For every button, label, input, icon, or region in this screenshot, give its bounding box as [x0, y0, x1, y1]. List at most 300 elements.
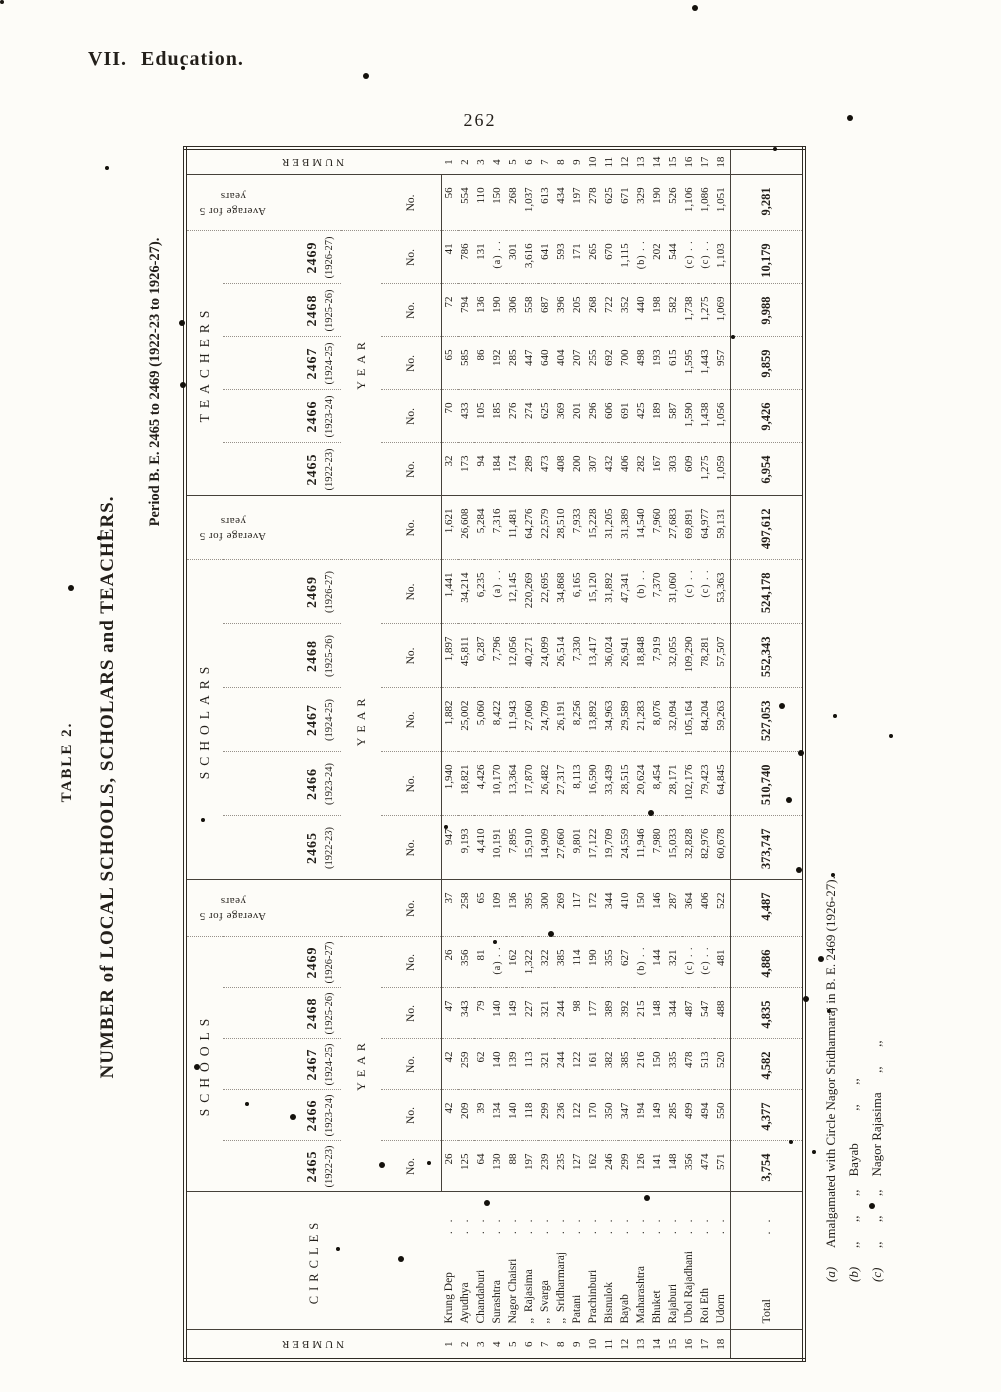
row-number-right: 14 — [650, 148, 666, 175]
average-header-schools: Average for 5 years — [185, 880, 381, 937]
row-number-left: 18 — [714, 1330, 731, 1360]
rotated-table-area — [55, 150, 907, 1362]
schools-value: 140 — [490, 1039, 506, 1090]
teachers-value: (b) . . — [634, 231, 650, 284]
year-word-row — [341, 148, 381, 1360]
teachers-value: 329 — [634, 175, 650, 231]
teachers-value: 167 — [650, 443, 666, 496]
scholars-value: 4,410 — [474, 816, 490, 880]
teachers-value: 1,590 — [682, 390, 698, 443]
table-row — [618, 148, 634, 1360]
leader-dots: . . — [618, 1216, 631, 1235]
circle-name-cell — [522, 1192, 538, 1330]
scholars-value: 53,363 — [714, 560, 731, 624]
row-number-left: 4 — [490, 1330, 506, 1360]
row-number-right: 5 — [506, 148, 522, 175]
scholars-value: 15,120 — [586, 560, 602, 624]
schools-value: 109 — [490, 880, 506, 937]
schools-value: 162 — [586, 1141, 602, 1192]
scholars-value: (b) . . — [634, 560, 650, 624]
circle-name-wrap — [476, 1193, 488, 1330]
schools-total-value: 4,886 — [730, 937, 804, 988]
schools-value: 114 — [570, 937, 586, 988]
scholars-value: 9,193 — [458, 816, 474, 880]
scholars-value: 64,276 — [522, 496, 538, 560]
table-row — [474, 148, 490, 1360]
year-be-label: 2468 — [305, 639, 320, 672]
scholars-value: 64,977 — [698, 496, 714, 560]
row-number-left: 12 — [618, 1330, 634, 1360]
teachers-value: 609 — [682, 443, 698, 496]
year-ad-label: (1922-23) — [324, 1145, 335, 1188]
schools-value: 499 — [682, 1090, 698, 1141]
teachers-value: 1,275 — [698, 284, 714, 337]
table-readable-orientation — [55, 150, 907, 1362]
year-column-header — [223, 816, 341, 880]
circle-name-cell — [554, 1192, 570, 1330]
teachers-value: 1,103 — [714, 231, 731, 284]
teachers-value: 268 — [506, 175, 522, 231]
schools-value: 148 — [666, 1141, 682, 1192]
year-span-schools: YEAR — [353, 1038, 368, 1091]
teachers-value: 786 — [458, 231, 474, 284]
row-number-left: 17 — [698, 1330, 714, 1360]
scholars-value: 79,423 — [698, 752, 714, 816]
year-be-label: 2469 — [305, 946, 320, 979]
leader-dots: . . — [458, 1216, 471, 1235]
circle-name-wrap — [508, 1193, 520, 1330]
teachers-value: 303 — [666, 443, 682, 496]
no-label: No. — [381, 1039, 441, 1090]
circle-name: Ayudhya — [458, 1282, 471, 1324]
scholars-value: 27,317 — [554, 752, 570, 816]
circle-name: ,, Rajasima — [522, 1269, 535, 1324]
teachers-value: 307 — [586, 443, 602, 496]
no-label: No. — [381, 752, 441, 816]
year-ad-label: (1926-27) — [324, 236, 335, 279]
schools-value: 322 — [538, 937, 554, 988]
no-label: No. — [381, 175, 441, 231]
teachers-value: 289 — [522, 443, 538, 496]
scholars-value: 7,796 — [490, 624, 506, 688]
scholars-value: 26,514 — [554, 624, 570, 688]
schools-value: 258 — [458, 880, 474, 937]
schools-value: 177 — [586, 988, 602, 1039]
schools-value: 122 — [570, 1039, 586, 1090]
scholars-value: 7,933 — [570, 496, 586, 560]
row-number-left: 7 — [538, 1330, 554, 1360]
schools-value: 144 — [650, 937, 666, 988]
no-labels-row — [381, 148, 441, 1360]
schools-value: 26 — [441, 1141, 458, 1192]
teachers-value: 265 — [586, 231, 602, 284]
row-number-left: 13 — [634, 1330, 650, 1360]
scholars-value: 28,515 — [618, 752, 634, 816]
circle-name-cell — [634, 1192, 650, 1330]
schools-value: 141 — [650, 1141, 666, 1192]
teachers-value: 72 — [441, 284, 458, 337]
leader-dots: . . — [442, 1216, 455, 1235]
scholars-value: 7,330 — [570, 624, 586, 688]
circle-name: Prachinburi — [586, 1269, 599, 1324]
teachers-value: 192 — [490, 337, 506, 390]
no-label: No. — [381, 231, 441, 284]
schools-value: 343 — [458, 988, 474, 1039]
teachers-value: 625 — [602, 175, 618, 231]
circle-name-wrap — [556, 1193, 568, 1330]
schools-value: 113 — [522, 1039, 538, 1090]
year-ad-label: (1923-24) — [324, 1094, 335, 1137]
no-label: No. — [381, 443, 441, 496]
circle-name: Bhuket — [650, 1290, 663, 1324]
year-ad-label: (1925-26) — [324, 992, 335, 1035]
leader-dots: . . — [714, 1216, 727, 1235]
year-ad-label: (1922-23) — [324, 448, 335, 491]
schools-value: 406 — [698, 880, 714, 937]
leader-dots: . . — [474, 1216, 487, 1235]
scholars-value: 7,980 — [650, 816, 666, 880]
table-row — [538, 148, 554, 1360]
schools-value: 246 — [602, 1141, 618, 1192]
schools-value: 571 — [714, 1141, 731, 1192]
teachers-value: 432 — [602, 443, 618, 496]
circle-name-cell — [714, 1192, 731, 1330]
footnote-text: Amalgamated with Circle Nagor Sridharmaraj in B. E. 2469 (1926-27). — [823, 876, 838, 1248]
schools-total-value: 4,582 — [730, 1039, 804, 1090]
total-row-right-spacer — [730, 148, 804, 175]
scholars-value: 31,205 — [602, 496, 618, 560]
no-label: No. — [381, 496, 441, 560]
teachers-value: 1,595 — [682, 337, 698, 390]
year-column-header — [223, 284, 341, 337]
schools-value: 321 — [538, 1039, 554, 1090]
scholars-value: 12,056 — [506, 624, 522, 688]
teachers-value: 185 — [490, 390, 506, 443]
teachers-value: 173 — [458, 443, 474, 496]
total-label-wrap — [760, 1193, 772, 1330]
teachers-value: 131 — [474, 231, 490, 284]
teachers-value: 587 — [666, 390, 682, 443]
teachers-value: 205 — [570, 284, 586, 337]
schools-value: 300 — [538, 880, 554, 937]
teachers-value: 425 — [634, 390, 650, 443]
schools-value: 522 — [714, 880, 731, 937]
leader-dots: . . — [759, 1216, 774, 1235]
teachers-value: 1,275 — [698, 443, 714, 496]
table-row — [682, 148, 698, 1360]
scholars-value: 13,364 — [506, 752, 522, 816]
number-column-header-left: NUMBER — [185, 1330, 441, 1360]
footnote-text: ,, ,, ,, Bayab ,, ,, — [846, 1078, 861, 1248]
schools-value: 197 — [522, 1141, 538, 1192]
schools-value: 194 — [634, 1090, 650, 1141]
teachers-value: 687 — [538, 284, 554, 337]
teachers-value: 498 — [634, 337, 650, 390]
year-column-header — [223, 1039, 341, 1090]
schools-value: 146 — [650, 880, 666, 937]
scholars-value: 1,882 — [441, 688, 458, 752]
schools-value: 150 — [650, 1039, 666, 1090]
teachers-value: 150 — [490, 175, 506, 231]
total-row — [730, 148, 804, 1360]
schools-value: 39 — [474, 1090, 490, 1141]
row-number-right: 13 — [634, 148, 650, 175]
schools-value: 244 — [554, 1039, 570, 1090]
year-be-label: 2466 — [305, 1099, 320, 1132]
number-column-header-right: NUMBER — [185, 148, 441, 175]
teachers-value: 41 — [441, 231, 458, 284]
row-number-left: 14 — [650, 1330, 666, 1360]
statistics-table — [183, 146, 806, 1362]
circle-name: Roi Eth — [698, 1288, 711, 1324]
year-be-label: 2467 — [305, 1048, 320, 1081]
teachers-value: 184 — [490, 443, 506, 496]
scholars-value: 26,191 — [554, 688, 570, 752]
schools-value: 520 — [714, 1039, 731, 1090]
scholars-value: 8,076 — [650, 688, 666, 752]
total-label: Total — [759, 1299, 774, 1324]
circle-name-wrap — [540, 1193, 552, 1330]
leader-dots: . . — [490, 1216, 503, 1235]
scholars-value: 13,892 — [586, 688, 602, 752]
teachers-value: 406 — [618, 443, 634, 496]
schools-value: 239 — [538, 1141, 554, 1192]
scholars-value: 7,316 — [490, 496, 506, 560]
scholars-value: 64,845 — [714, 752, 731, 816]
scholars-value: 9,801 — [570, 816, 586, 880]
teachers-value: 136 — [474, 284, 490, 337]
teachers-value: 1,037 — [522, 175, 538, 231]
scholars-value: 24,709 — [538, 688, 554, 752]
scholars-value: 40,271 — [522, 624, 538, 688]
scholars-value: 8,454 — [650, 752, 666, 816]
teachers-value: 691 — [618, 390, 634, 443]
circle-name-wrap — [460, 1193, 472, 1330]
row-number-right: 1 — [441, 148, 458, 175]
teachers-value: 1,086 — [698, 175, 714, 231]
teachers-value: 1,059 — [714, 443, 731, 496]
scholars-value: 34,963 — [602, 688, 618, 752]
circle-name-wrap — [572, 1193, 584, 1330]
scholars-value: 59,263 — [714, 688, 731, 752]
leader-dots: . . — [650, 1216, 663, 1235]
schools-value: 627 — [618, 937, 634, 988]
schools-value: (a) . . — [490, 937, 506, 988]
schools-value: 140 — [506, 1090, 522, 1141]
scholars-value: 31,060 — [666, 560, 682, 624]
teachers-value: 1,056 — [714, 390, 731, 443]
scholars-value: 1,940 — [441, 752, 458, 816]
circle-name: Ubol Rajadhani — [682, 1251, 695, 1324]
row-number-left: 1 — [441, 1330, 458, 1360]
row-number-right: 7 — [538, 148, 554, 175]
row-number-right: 10 — [586, 148, 602, 175]
table-row — [441, 148, 458, 1360]
no-label: No. — [381, 880, 441, 937]
table-body — [441, 148, 804, 1360]
year-column-header — [223, 390, 341, 443]
scholars-value: 78,281 — [698, 624, 714, 688]
leader-dots: . . — [538, 1216, 551, 1235]
teachers-value: 202 — [650, 231, 666, 284]
schools-value: 215 — [634, 988, 650, 1039]
teachers-value: 110 — [474, 175, 490, 231]
circle-name-cell — [490, 1192, 506, 1330]
schools-value: 392 — [618, 988, 634, 1039]
circle-name-wrap — [716, 1193, 728, 1330]
scholars-value: 10,191 — [490, 816, 506, 880]
table-row — [490, 148, 506, 1360]
row-number-right: 17 — [698, 148, 714, 175]
teachers-total-value: 9,859 — [730, 337, 804, 390]
circle-name-wrap — [700, 1193, 712, 1330]
teachers-value: 198 — [650, 284, 666, 337]
year-column-header — [223, 752, 341, 816]
schools-value: 26 — [441, 937, 458, 988]
schools-value: 244 — [554, 988, 570, 1039]
schools-value: 161 — [586, 1039, 602, 1090]
scholars-value: 105,164 — [682, 688, 698, 752]
circle-name: Patani — [570, 1294, 583, 1324]
scholars-value: 1,441 — [441, 560, 458, 624]
teachers-value: 105 — [474, 390, 490, 443]
teachers-value: 201 — [570, 390, 586, 443]
scholars-value: 84,204 — [698, 688, 714, 752]
circle-name: ,, Svarga — [538, 1280, 551, 1324]
circle-name: Chandaburi — [474, 1269, 487, 1324]
scholars-value: (c) . . — [682, 560, 698, 624]
teachers-value: 434 — [554, 175, 570, 231]
scholars-value: 29,589 — [618, 688, 634, 752]
year-ad-label: (1925-26) — [324, 634, 335, 677]
leader-dots: . . — [682, 1216, 695, 1235]
year-column-header — [223, 624, 341, 688]
schools-value: 42 — [441, 1090, 458, 1141]
scholars-value: 24,559 — [618, 816, 634, 880]
row-number-left: 5 — [506, 1330, 522, 1360]
schools-total-value: 3,754 — [730, 1141, 804, 1192]
year-be-label: 2469 — [305, 241, 320, 274]
scholars-value: 28,510 — [554, 496, 570, 560]
teachers-total-value: 6,954 — [730, 443, 804, 496]
page-number: 262 — [463, 110, 497, 130]
no-label: No. — [381, 1090, 441, 1141]
schools-value: 410 — [618, 880, 634, 937]
teachers-value: (a) . . — [490, 231, 506, 284]
teachers-value: 352 — [618, 284, 634, 337]
schools-value: 344 — [666, 988, 682, 1039]
circle-name: Rajaburi — [666, 1283, 679, 1324]
row-number-left: 15 — [666, 1330, 682, 1360]
scholars-value: 6,287 — [474, 624, 490, 688]
year-be-label: 2469 — [305, 575, 320, 608]
schools-value: 299 — [538, 1090, 554, 1141]
teachers-value: 189 — [650, 390, 666, 443]
circle-name: Bayab — [618, 1294, 631, 1324]
schools-value: 98 — [570, 988, 586, 1039]
year-be-label: 2465 — [305, 453, 320, 486]
table-title: NUMBER of LOCAL SCHOOLS, SCHOLARS and TEACHERS. — [97, 495, 118, 1079]
table-row — [634, 148, 650, 1360]
teachers-value: 1,115 — [618, 231, 634, 284]
row-number-right: 3 — [474, 148, 490, 175]
teachers-value: 585 — [458, 337, 474, 390]
schools-value: 162 — [506, 937, 522, 988]
teachers-value: 86 — [474, 337, 490, 390]
circle-name-wrap — [492, 1193, 504, 1330]
teachers-value: 957 — [714, 337, 731, 390]
table-row — [698, 148, 714, 1360]
year-column-header — [223, 337, 341, 390]
row-number-left: 6 — [522, 1330, 538, 1360]
scholars-value: 7,919 — [650, 624, 666, 688]
schools-value: 488 — [714, 988, 731, 1039]
no-label: No. — [381, 390, 441, 443]
total-row-left-spacer — [730, 1330, 804, 1360]
schools-value: 344 — [602, 880, 618, 937]
scholars-value: 17,122 — [586, 816, 602, 880]
year-column-header — [223, 688, 341, 752]
schools-value: 385 — [618, 1039, 634, 1090]
schools-value: 474 — [698, 1141, 714, 1192]
scholars-value: 59,131 — [714, 496, 731, 560]
scholars-value: 15,910 — [522, 816, 538, 880]
leader-dots: . . — [634, 1216, 647, 1235]
scholars-value: 5,060 — [474, 688, 490, 752]
schools-value: 235 — [554, 1141, 570, 1192]
schools-value: 122 — [570, 1090, 586, 1141]
scholars-value: 20,624 — [634, 752, 650, 816]
scholars-value: 4,426 — [474, 752, 490, 816]
leader-dots: . . — [554, 1216, 567, 1235]
scholars-value: 82,976 — [698, 816, 714, 880]
teachers-value: 255 — [586, 337, 602, 390]
scholars-value: 36,024 — [602, 624, 618, 688]
teachers-value: 692 — [602, 337, 618, 390]
teachers-value: 94 — [474, 443, 490, 496]
year-ad-label: (1925-26) — [324, 289, 335, 332]
scholars-value: 13,417 — [586, 624, 602, 688]
teachers-value: 554 — [458, 175, 474, 231]
teachers-value: 274 — [522, 390, 538, 443]
schools-value: 513 — [698, 1039, 714, 1090]
scholars-value: 11,481 — [506, 496, 522, 560]
schools-value: 216 — [634, 1039, 650, 1090]
schools-value: 170 — [586, 1090, 602, 1141]
teachers-value: 1,443 — [698, 337, 714, 390]
row-number-right: 6 — [522, 148, 538, 175]
teachers-value: 1,051 — [714, 175, 731, 231]
leader-dots: . . — [586, 1216, 599, 1235]
year-be-label: 2468 — [305, 294, 320, 327]
schools-value: 79 — [474, 988, 490, 1039]
teachers-value: 1,438 — [698, 390, 714, 443]
year-column-header — [223, 231, 341, 284]
leader-dots: . . — [522, 1216, 535, 1235]
schools-value: 269 — [554, 880, 570, 937]
scholars-total-value: 527,053 — [730, 688, 804, 752]
scholars-value: 31,892 — [602, 560, 618, 624]
schools-value: 487 — [682, 988, 698, 1039]
schools-value: 356 — [682, 1141, 698, 1192]
schools-value: 550 — [714, 1090, 731, 1141]
scholars-value: 6,235 — [474, 560, 490, 624]
scholars-value: 26,941 — [618, 624, 634, 688]
schools-value: 227 — [522, 988, 538, 1039]
year-be-label: 2465 — [305, 1150, 320, 1183]
teachers-value: 1,738 — [682, 284, 698, 337]
scholars-total-value: 497,612 — [730, 496, 804, 560]
